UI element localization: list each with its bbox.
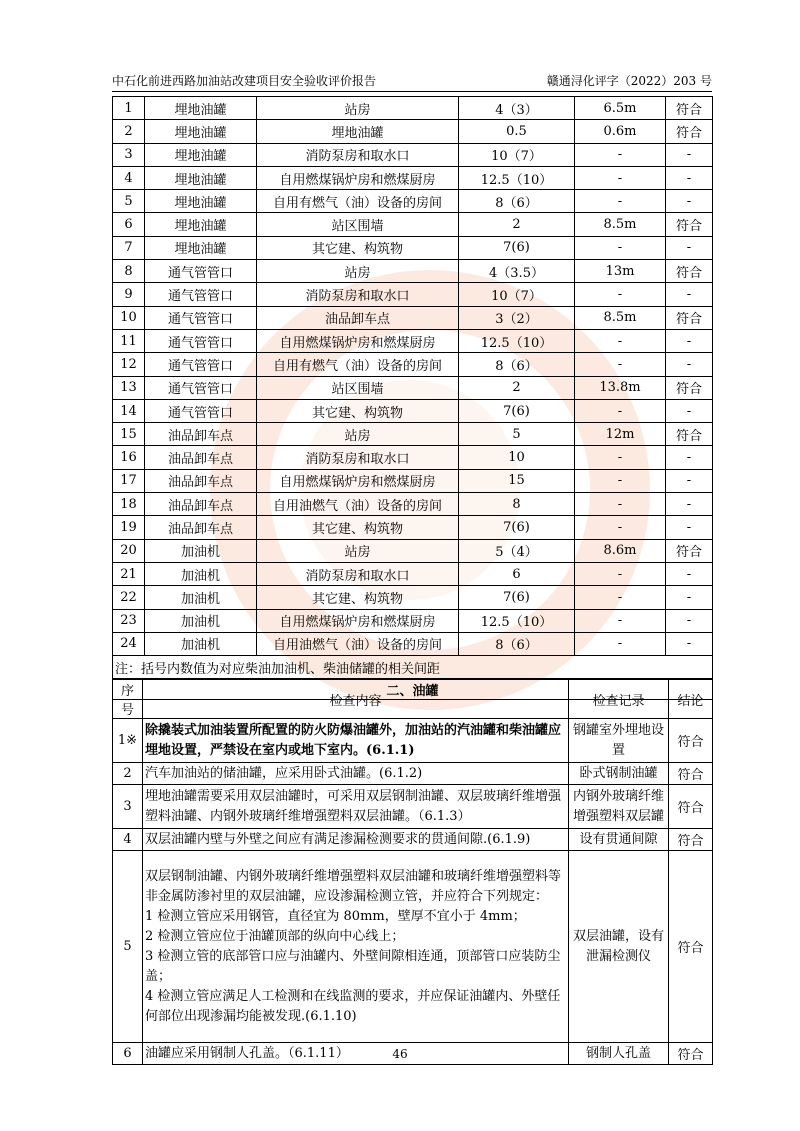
table-cell: - <box>575 353 666 376</box>
table-cell: 24 <box>113 632 145 655</box>
table-cell: - <box>575 516 666 539</box>
table-cell: 其它建、构筑物 <box>257 236 459 259</box>
check-result: 符合 <box>669 1043 713 1065</box>
table-cell: 站房 <box>257 97 459 120</box>
check-content: 埋地油罐需要采用双层油罐时，可采用双层钢制油罐、双层玻璃纤维增强塑料油罐、内钢外玻璃纤维增强塑料双层油罐。（6.1.3） <box>143 785 569 829</box>
table-cell: 埋地油罐 <box>257 120 459 143</box>
table-cell: 加油机 <box>145 586 257 609</box>
table-cell: 自用油燃气（油）设备的房间 <box>257 493 459 516</box>
table-row <box>113 143 713 166</box>
table-cell: 9 <box>113 283 145 306</box>
table-cell: 1 <box>113 97 145 120</box>
table-cell: - <box>666 516 713 539</box>
table-row <box>113 329 713 352</box>
table-cell: 3 <box>113 143 145 166</box>
table-cell: 2 <box>459 376 575 399</box>
table-row <box>113 399 713 422</box>
table-cell: 17 <box>113 469 145 492</box>
table-cell: - <box>575 562 666 585</box>
table-cell: 12 <box>113 353 145 376</box>
table-cell: 4 <box>113 166 145 189</box>
table-cell: 通气管管口 <box>145 329 257 352</box>
table-cell: 8（6） <box>459 353 575 376</box>
table-cell: 通气管管口 <box>145 353 257 376</box>
table-cell: - <box>666 493 713 516</box>
column-header: 结论 <box>669 680 713 719</box>
table-cell: 2 <box>113 120 145 143</box>
row-number: 1※ <box>113 719 143 763</box>
table-row <box>113 306 713 329</box>
table-cell: - <box>575 399 666 422</box>
table-cell: 符合 <box>666 423 713 446</box>
table-cell: 通气管管口 <box>145 283 257 306</box>
table-cell: 埋地油罐 <box>145 190 257 213</box>
content-line: 3 检测立管的底部管口应与油罐内、外壁间隙相连通，顶部管口应装防尘盖； <box>145 948 561 984</box>
column-header: 检查内容 <box>143 680 569 719</box>
table-cell: 站房 <box>257 423 459 446</box>
table-row <box>113 586 713 609</box>
table-cell: - <box>666 166 713 189</box>
table-cell: 13.8m <box>575 376 666 399</box>
table-cell: 12.5（10） <box>459 609 575 632</box>
table-cell: 7(6) <box>459 516 575 539</box>
table-cell: 5（4） <box>459 539 575 562</box>
table-cell: 7(6) <box>459 236 575 259</box>
row-number: 6 <box>113 1043 143 1065</box>
table-cell: 埋地油罐 <box>145 236 257 259</box>
table-cell: 23 <box>113 609 145 632</box>
table-cell: 8.5m <box>575 213 666 236</box>
table-cell: 自用油燃气（油）设备的房间 <box>257 632 459 655</box>
table-row <box>113 719 713 763</box>
table-cell: 站区围墙 <box>257 376 459 399</box>
table-row <box>113 516 713 539</box>
table-row <box>113 785 713 829</box>
check-result: 符合 <box>669 829 713 851</box>
table-row <box>113 609 713 632</box>
table-cell: 加油机 <box>145 609 257 632</box>
table-cell: 消防泵房和取水口 <box>257 143 459 166</box>
table-row <box>113 213 713 236</box>
table-cell: - <box>575 632 666 655</box>
table-cell: 4（3） <box>459 97 575 120</box>
table-cell: 8.5m <box>575 306 666 329</box>
table-cell: 11 <box>113 329 145 352</box>
table-cell: 油品卸车点 <box>145 493 257 516</box>
check-result: 符合 <box>669 763 713 785</box>
table-cell: 自用有燃气（油）设备的房间 <box>257 190 459 213</box>
table-cell: 15 <box>113 423 145 446</box>
table-cell: 0.6m <box>575 120 666 143</box>
table-row <box>113 97 713 120</box>
header-title: 中石化前进西路加油站改建项目安全验收评价报告 <box>112 74 377 88</box>
table-cell: - <box>575 143 666 166</box>
check-record: 双层油罐，设有泄漏检测仪 <box>569 851 669 1043</box>
table-cell: 符合 <box>666 213 713 236</box>
check-record: 钢罐室外埋地设置 <box>569 719 669 763</box>
table-cell: 符合 <box>666 306 713 329</box>
table-cell: 埋地油罐 <box>145 166 257 189</box>
table-row <box>113 469 713 492</box>
check-content: 除撬装式加油装置所配置的防火防爆油罐外，加油站的汽油罐和柴油罐应埋地设置，严禁设在室内或地下室内。(6.1.1) <box>143 719 569 763</box>
check-record: 内钢外玻璃纤维增强塑料双层罐 <box>569 785 669 829</box>
table-cell: 8（6） <box>459 190 575 213</box>
row-number: 5 <box>113 851 143 1043</box>
table-row <box>113 539 713 562</box>
table-cell: - <box>575 190 666 213</box>
table-cell: 加油机 <box>145 562 257 585</box>
table-cell: 18 <box>113 493 145 516</box>
table-cell: 8 <box>459 493 575 516</box>
table-cell: 站房 <box>257 539 459 562</box>
table-cell: - <box>575 329 666 352</box>
page-header <box>112 69 712 92</box>
check-content: 双层油罐内壁与外壁之间应有满足渗漏检测要求的贯通间隙.(6.1.9) <box>143 829 569 851</box>
table-cell: 油品卸车点 <box>145 469 257 492</box>
table-cell: 6 <box>459 562 575 585</box>
check-result: 符合 <box>669 851 713 1043</box>
table-cell: 6 <box>113 213 145 236</box>
table-cell: 自用燃煤锅炉房和燃煤厨房 <box>257 469 459 492</box>
table-cell: 自用燃煤锅炉房和燃煤厨房 <box>257 166 459 189</box>
distance-table <box>112 96 713 700</box>
table-cell: 通气管管口 <box>145 306 257 329</box>
table-cell: 埋地油罐 <box>145 213 257 236</box>
table-cell: 8（6） <box>459 632 575 655</box>
table-cell: 自用燃煤锅炉房和燃煤厨房 <box>257 329 459 352</box>
table-cell: 2 <box>459 213 575 236</box>
table-row <box>113 763 713 785</box>
table-cell: 12.5（10） <box>459 166 575 189</box>
table-cell: 5 <box>113 190 145 213</box>
table-cell: 符合 <box>666 260 713 283</box>
table-cell: - <box>575 166 666 189</box>
table-cell: - <box>666 562 713 585</box>
column-header: 检查记录 <box>569 680 669 719</box>
row-number: 4 <box>113 829 143 851</box>
table-cell: 19 <box>113 516 145 539</box>
table-header-row <box>113 680 713 719</box>
table-cell: - <box>666 399 713 422</box>
table-cell: 4（3.5） <box>459 260 575 283</box>
header-report-number: 赣通浔化评字（2022）203 号 <box>546 74 712 88</box>
table-cell: - <box>666 609 713 632</box>
page-number: 46 <box>392 1047 408 1061</box>
table-cell: 3（2） <box>459 306 575 329</box>
table-cell: 通气管管口 <box>145 260 257 283</box>
table-cell: 0.5 <box>459 120 575 143</box>
table-cell: 8 <box>113 260 145 283</box>
table-cell: 7 <box>113 236 145 259</box>
section-title: 二、油罐 <box>113 679 713 700</box>
tank-check-table <box>112 679 713 1065</box>
table-cell: 15 <box>459 469 575 492</box>
table-row <box>113 260 713 283</box>
table-cell: - <box>666 143 713 166</box>
table-cell: 加油机 <box>145 632 257 655</box>
table-row <box>113 236 713 259</box>
table-row <box>113 190 713 213</box>
table-row <box>113 829 713 851</box>
content-line: 双层钢制油罐、内钢外玻璃纤维增强塑料双层油罐和玻璃纤维增强塑料等非金属防渗衬里的双层油罐，应设渗漏检测立管，并应符合下列规定： <box>145 868 562 904</box>
table-cell: - <box>666 236 713 259</box>
table-cell: 油品卸车点 <box>257 306 459 329</box>
table-cell: - <box>666 283 713 306</box>
table-cell: 符合 <box>666 97 713 120</box>
table-cell: 13m <box>575 260 666 283</box>
table-cell: 通气管管口 <box>145 399 257 422</box>
content-line: 1 检测立管应采用钢管，直径宜为 80mm，壁厚不宜小于 4mm； <box>145 908 526 924</box>
table-row <box>113 120 713 143</box>
table-cell: - <box>575 283 666 306</box>
table-cell: 油品卸车点 <box>145 423 257 446</box>
table-cell: 站区围墙 <box>257 213 459 236</box>
table-cell: 自用燃煤锅炉房和燃煤厨房 <box>257 609 459 632</box>
row-number: 3 <box>113 785 143 829</box>
check-record: 设有贯通间隙 <box>569 829 669 851</box>
table-row <box>113 423 713 446</box>
check-result: 符合 <box>669 785 713 829</box>
check-record: 钢制人孔盖 <box>569 1043 669 1065</box>
table-cell: 符合 <box>666 539 713 562</box>
table-cell: 其它建、构筑物 <box>257 399 459 422</box>
table-row <box>113 446 713 469</box>
table-cell: 符合 <box>666 376 713 399</box>
table-cell: 21 <box>113 562 145 585</box>
check-record: 卧式钢制油罐 <box>569 763 669 785</box>
table-note: 注：括号内数值为对应柴油加油机、柴油储罐的相关间距 <box>113 656 713 679</box>
table-cell: 埋地油罐 <box>145 97 257 120</box>
table-cell: 8.6m <box>575 539 666 562</box>
check-content <box>143 851 569 1043</box>
table-cell: 10（7） <box>459 143 575 166</box>
column-header: 序号 <box>113 680 143 719</box>
table-row <box>113 376 713 399</box>
table-cell: - <box>666 353 713 376</box>
content-line: 2 检测立管应位于油罐顶部的纵向中心线上； <box>145 928 405 944</box>
table-row <box>113 562 713 585</box>
table-cell: 其它建、构筑物 <box>257 586 459 609</box>
table-cell: 其它建、构筑物 <box>257 516 459 539</box>
table-cell: - <box>575 609 666 632</box>
table-cell: 埋地油罐 <box>145 143 257 166</box>
table-cell: 通气管管口 <box>145 376 257 399</box>
table-cell: 消防泵房和取水口 <box>257 562 459 585</box>
table-cell: 20 <box>113 539 145 562</box>
table-cell: 10（7） <box>459 283 575 306</box>
table-cell: - <box>575 586 666 609</box>
table-cell: - <box>575 469 666 492</box>
table-cell: 10 <box>113 306 145 329</box>
table-cell: - <box>666 190 713 213</box>
table-cell: 消防泵房和取水口 <box>257 446 459 469</box>
table-cell: - <box>666 329 713 352</box>
table-cell: 7(6) <box>459 586 575 609</box>
table-cell: - <box>575 236 666 259</box>
check-content: 汽车加油站的储油罐，应采用卧式油罐。(6.1.2) <box>143 763 569 785</box>
table-row <box>113 283 713 306</box>
table-cell: 6.5m <box>575 97 666 120</box>
table-cell: - <box>575 493 666 516</box>
content-line: 4 检测立管应满足人工检测和在线监测的要求，并应保证油罐内、外壁任何部位出现渗漏均能被发现.(6.1.10) <box>145 988 561 1024</box>
table-cell: 站房 <box>257 260 459 283</box>
table-cell: 16 <box>113 446 145 469</box>
table-cell: - <box>666 469 713 492</box>
table-cell: 消防泵房和取水口 <box>257 283 459 306</box>
table-cell: 油品卸车点 <box>145 446 257 469</box>
table-cell: 7(6) <box>459 399 575 422</box>
table-cell: 22 <box>113 586 145 609</box>
check-result: 符合 <box>669 719 713 763</box>
table-cell: 加油机 <box>145 539 257 562</box>
table-cell: 12m <box>575 423 666 446</box>
table-cell: - <box>666 446 713 469</box>
table-cell: 13 <box>113 376 145 399</box>
table-cell: 5 <box>459 423 575 446</box>
table-cell: - <box>666 586 713 609</box>
table-cell: 10 <box>459 446 575 469</box>
table-cell: 油品卸车点 <box>145 516 257 539</box>
table-row <box>113 851 713 1043</box>
table-row <box>113 353 713 376</box>
table-cell: - <box>575 446 666 469</box>
table-cell: - <box>666 632 713 655</box>
table-cell: 12.5（10） <box>459 329 575 352</box>
check-content: 油罐应采用钢制人孔盖。（6.1.11） <box>143 1043 569 1065</box>
table-row <box>113 166 713 189</box>
table-row <box>113 493 713 516</box>
table-row <box>113 632 713 655</box>
table-cell: 14 <box>113 399 145 422</box>
table-cell: 符合 <box>666 120 713 143</box>
row-number: 2 <box>113 763 143 785</box>
table-cell: 埋地油罐 <box>145 120 257 143</box>
table-cell: 自用有燃气（油）设备的房间 <box>257 353 459 376</box>
